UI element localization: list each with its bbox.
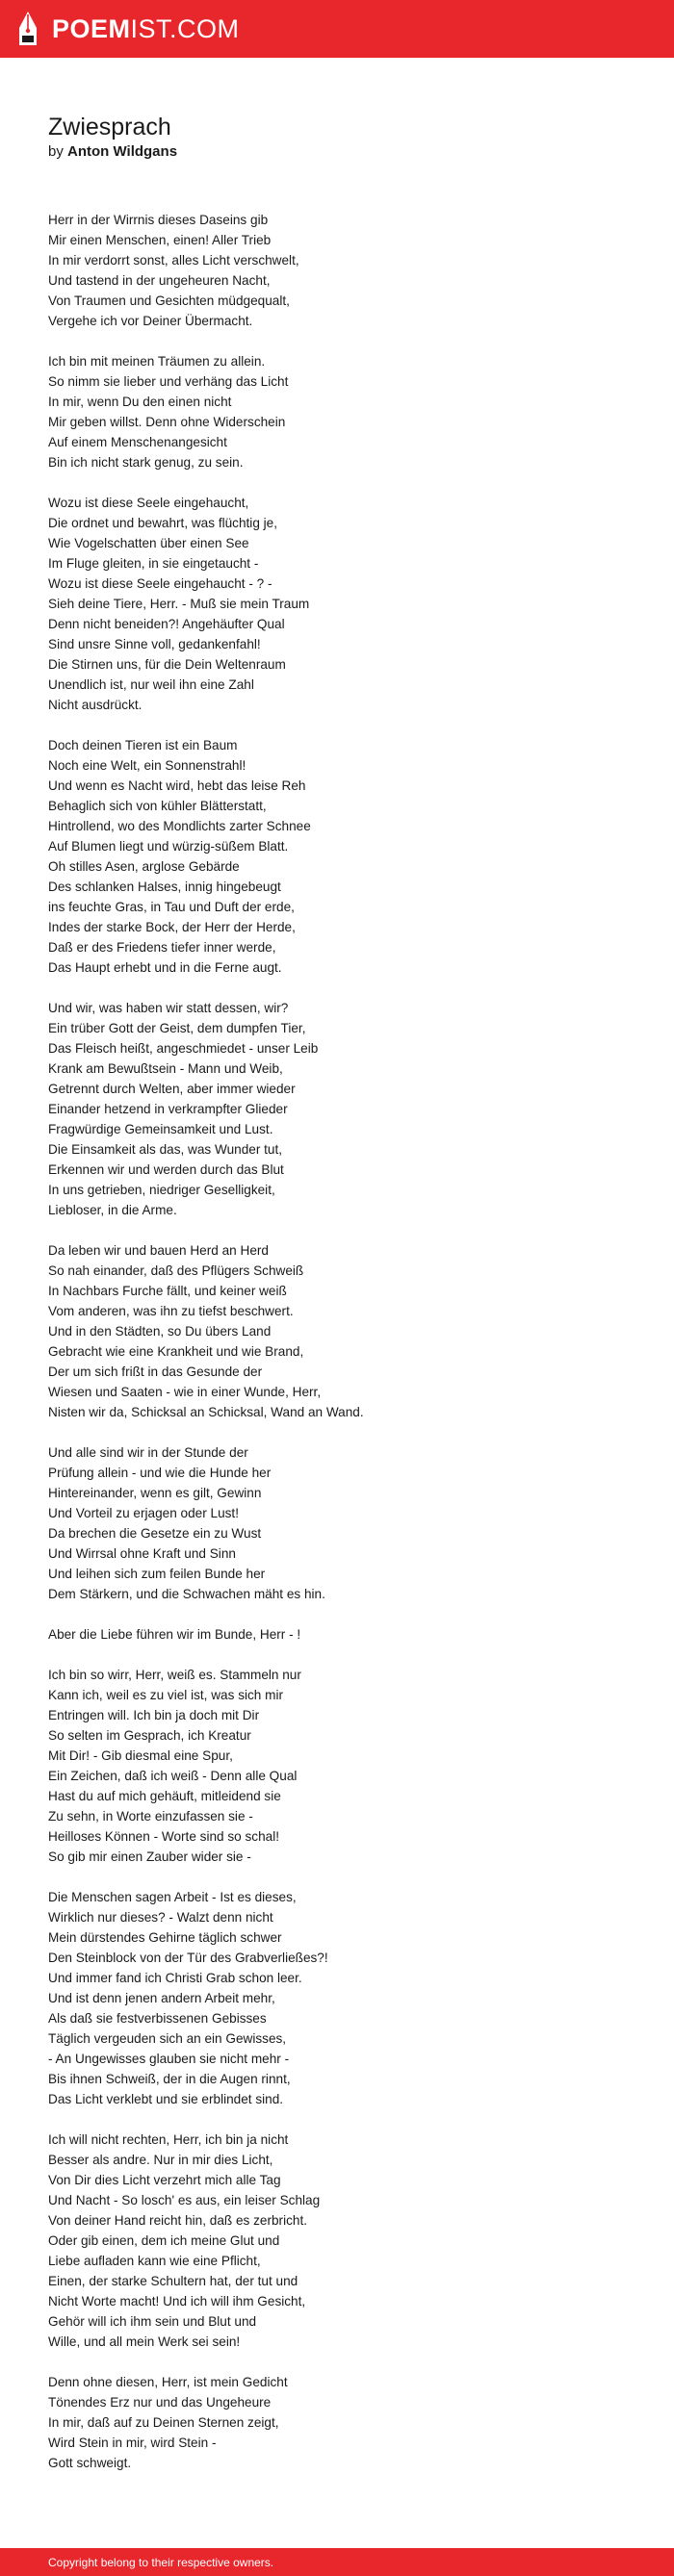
poem-line: So selten im Gesprach, ich Kreatur bbox=[48, 1728, 251, 1743]
poem-line: So nah einander, daß des Pflügers Schweiß bbox=[48, 1263, 304, 1278]
poem-line: Von deiner Hand reicht hin, daß es zerbricht. bbox=[48, 2213, 308, 2228]
poem-line: Hintrollend, wo des Mondlichts zarter Schnee bbox=[48, 819, 311, 833]
poem-body bbox=[48, 210, 626, 2473]
poem-line: Und immer fand ich Christi Grab schon leer. bbox=[48, 1971, 302, 1985]
poem-line: Oder gib einen, dem ich meine Glut und bbox=[48, 2233, 280, 2248]
poem-line: - An Ungewisses glauben sie nicht mehr - bbox=[48, 2052, 290, 2066]
poem-line: Von Dir dies Licht verzehrt mich alle Tag bbox=[48, 2173, 281, 2187]
poem-stanza bbox=[48, 998, 626, 1220]
poem-line: Und in den Städten, so Du übers Land bbox=[48, 1324, 272, 1339]
poem-line: In uns getrieben, niedriger Geselligkeit, bbox=[48, 1183, 275, 1197]
poem-line: Und wenn es Nacht wird, hebt das leise Reh bbox=[48, 778, 306, 793]
poem-line: Liebloser, in die Arme. bbox=[48, 1203, 177, 1217]
poem-byline bbox=[48, 143, 626, 160]
poem-stanza bbox=[48, 1442, 626, 1604]
poem-line: Und tastend in der ungeheuren Nacht, bbox=[48, 273, 271, 288]
poem-line: Und ist denn jenen andern Arbeit mehr, bbox=[48, 1991, 275, 2005]
poem-line: Wirklich nur dieses? - Walzt denn nicht bbox=[48, 1910, 273, 1925]
poem-line: Wozu ist diese Seele eingehaucht - ? - bbox=[48, 576, 272, 591]
poem-line: Nicht ausdrückt. bbox=[48, 698, 143, 712]
poem-line: Und alle sind wir in der Stunde der bbox=[48, 1445, 248, 1460]
poem-stanza bbox=[48, 493, 626, 715]
poem-line: Doch deinen Tieren ist ein Baum bbox=[48, 738, 238, 752]
poem-line: In mir, wenn Du den einen nicht bbox=[48, 395, 232, 409]
poem-line: Fragwürdige Gemeinsamkeit und Lust. bbox=[48, 1122, 273, 1136]
poem-line: Sieh deine Tiere, Herr. - Muß sie mein Traum bbox=[48, 597, 310, 611]
poem-line: Nicht Worte macht! Und ich will ihm Gesicht, bbox=[48, 2294, 306, 2308]
poem-stanza bbox=[48, 1240, 626, 1422]
poem-line: Aber die Liebe führen wir im Bunde, Herr - ! bbox=[48, 1627, 301, 1642]
poem-line: Und Wirrsal ohne Kraft und Sinn bbox=[48, 1546, 236, 1561]
poem-stanza bbox=[48, 1887, 626, 2109]
poem-line: Und wir, was haben wir statt dessen, wir? bbox=[48, 1001, 289, 1015]
poem-line: Ich will nicht rechten, Herr, ich bin ja nicht bbox=[48, 2132, 289, 2147]
by-label: by bbox=[48, 143, 64, 160]
poem-line: Oh stilles Asen, arglose Gebärde bbox=[48, 859, 240, 874]
poem-line: Des schlanken Halses, innig hingebeugt bbox=[48, 880, 281, 894]
poem-line: Wie Vogelschatten über einen See bbox=[48, 536, 249, 550]
poem-line: Liebe aufladen kann wie eine Pflicht, bbox=[48, 2254, 261, 2268]
poem-line: In mir, daß auf zu Deinen Sternen zeigt, bbox=[48, 2415, 279, 2430]
poem-line: Mein dürstendes Gehirne täglich schwer bbox=[48, 1930, 282, 1945]
poem-line: Die Menschen sagen Arbeit - Ist es dieses, bbox=[48, 1890, 297, 1904]
poem-line: So gib mir einen Zauber wider sie - bbox=[48, 1849, 251, 1864]
poem-stanza bbox=[48, 1665, 626, 1867]
poem-line: Gott schweigt. bbox=[48, 2456, 132, 2470]
poem-line: Bin ich nicht stark genug, zu sein. bbox=[48, 455, 244, 470]
poem-line: Mir einen Menschen, einen! Aller Trieb bbox=[48, 233, 272, 247]
poem-line: Herr in der Wirrnis dieses Daseins gib bbox=[48, 213, 269, 227]
poem-line: Dem Stärkern, und die Schwachen mäht es hin. bbox=[48, 1587, 325, 1601]
poem-container bbox=[0, 58, 674, 2473]
logo-bold-text: POEM bbox=[52, 13, 131, 43]
poem-stanza bbox=[48, 2130, 626, 2352]
poem-line: Wird Stein in mir, wird Stein - bbox=[48, 2436, 217, 2450]
author-name: Anton Wildgans bbox=[67, 143, 178, 160]
poem-line: Vom anderen, was ihn zu tiefst beschwert. bbox=[48, 1304, 294, 1318]
poem-stanza bbox=[48, 2372, 626, 2473]
poem-stanza bbox=[48, 1624, 626, 1645]
poem-line: Als daß sie festverbissenen Gebisses bbox=[48, 2011, 267, 2026]
poem-line: Entringen will. Ich bin ja doch mit Dir bbox=[48, 1708, 260, 1722]
poem-line: In Nachbars Furche fällt, und keiner weiß bbox=[48, 1284, 287, 1298]
site-footer bbox=[0, 2548, 674, 2576]
poem-line: Denn ohne diesen, Herr, ist mein Gedicht bbox=[48, 2375, 288, 2389]
poem-line: Das Fleisch heißt, angeschmiedet - unser Leib bbox=[48, 1041, 319, 1056]
poem-line: Mir geben willst. Denn ohne Widerschein bbox=[48, 415, 286, 429]
poem-line: Hast du auf mich gehäuft, mitleidend sie bbox=[48, 1789, 281, 1803]
poem-line: Getrennt durch Welten, aber immer wieder bbox=[48, 1082, 296, 1096]
poem-line: So nimm sie lieber und verhäng das Licht bbox=[48, 374, 289, 389]
poem-line: Hintereinander, wenn es gilt, Gewinn bbox=[48, 1486, 262, 1500]
poem-line: Daß er des Friedens tiefer inner werde, bbox=[48, 940, 276, 955]
poem-line: Vergehe ich vor Deiner Übermacht. bbox=[48, 314, 253, 328]
poem-line: Noch eine Welt, ein Sonnenstrahl! bbox=[48, 758, 246, 773]
poem-line: Erkennen wir und werden durch das Blut bbox=[48, 1162, 284, 1177]
pen-nib-icon[interactable] bbox=[17, 11, 39, 47]
poem-line: Im Fluge gleiten, in sie eingetaucht - bbox=[48, 556, 259, 571]
poem-line: Das Licht verklebt und sie erblindet sind. bbox=[48, 2092, 284, 2106]
poem-line: Nisten wir da, Schicksal an Schicksal, Wand an Wand. bbox=[48, 1405, 364, 1419]
poem-line: Auf Blumen liegt und würzig-süßem Blatt. bbox=[48, 839, 289, 854]
poem-line: Und Vorteil zu erjagen oder Lust! bbox=[48, 1506, 239, 1520]
poem-line: Einen, der starke Schultern hat, der tut und bbox=[48, 2274, 298, 2288]
poem-line: Und leihen sich zum feilen Bunde her bbox=[48, 1567, 266, 1581]
poem-line: Täglich vergeuden sich an ein Gewisses, bbox=[48, 2031, 287, 2046]
poem-line: Ein trüber Gott der Geist, dem dumpfen Tier, bbox=[48, 1021, 306, 1035]
poem-line: Da brechen die Gesetze ein zu Wust bbox=[48, 1526, 262, 1541]
poem-line: Kann ich, weil es zu viel ist, was sich mir bbox=[48, 1688, 284, 1702]
poem-line: Zu sehn, in Worte einzufassen sie - bbox=[48, 1809, 253, 1824]
poem-line: Ein Zeichen, daß ich weiß - Denn alle Qual bbox=[48, 1769, 298, 1783]
poem-line: Krank am Bewußtsein - Mann und Weib, bbox=[48, 1061, 283, 1076]
poem-line: Wiesen und Saaten - wie in einer Wunde, Herr, bbox=[48, 1385, 322, 1399]
logo-light-text: IST.COM bbox=[130, 13, 240, 43]
poem-line: Ich bin mit meinen Träumen zu allein. bbox=[48, 354, 266, 369]
poem-line: Der um sich frißt in das Gesunde der bbox=[48, 1365, 263, 1379]
poem-line: Den Steinblock von der Tür des Grabverließes?! bbox=[48, 1951, 328, 1965]
poem-line: Denn nicht beneiden?! Angehäufter Qual bbox=[48, 617, 285, 631]
poem-title: Zwiesprach bbox=[48, 114, 171, 140]
poem-line: Prüfung allein - und wie die Hunde her bbox=[48, 1466, 272, 1480]
poem-line: Tönendes Erz nur und das Ungeheure bbox=[48, 2395, 272, 2410]
poem-line: Unendlich ist, nur weil ihn eine Zahl bbox=[48, 677, 254, 692]
poem-line: Besser als andre. Nur in mir dies Licht, bbox=[48, 2153, 273, 2167]
poem-stanza bbox=[48, 351, 626, 472]
poem-line: ins feuchte Gras, in Tau und Duft der erde, bbox=[48, 900, 295, 914]
poem-line: Gebracht wie eine Krankheit und wie Brand, bbox=[48, 1344, 304, 1359]
poem-line: Mit Dir! - Gib diesmal eine Spur, bbox=[48, 1748, 233, 1763]
poem-line: Auf einem Menschenangesicht bbox=[48, 435, 227, 449]
site-header bbox=[0, 0, 674, 58]
poem-line: Die Einsamkeit als das, was Wunder tut, bbox=[48, 1142, 283, 1157]
poem-line: Wille, und all mein Werk sei sein! bbox=[48, 2334, 241, 2349]
poem-line: Heilloses Können - Worte sind so schal! bbox=[48, 1829, 280, 1844]
poem-line: Wozu ist diese Seele eingehaucht, bbox=[48, 496, 249, 510]
poem-line: Bis ihnen Schweiß, der in die Augen rinnt, bbox=[48, 2072, 291, 2086]
poem-line: Einander hetzend in verkrampfter Glieder bbox=[48, 1102, 288, 1116]
site-logo[interactable] bbox=[52, 14, 240, 44]
poem-line: Die Stirnen uns, für die Dein Weltenraum bbox=[48, 657, 286, 672]
poem-line: Und Nacht - So losch' es aus, ein leiser Schlag bbox=[48, 2193, 321, 2207]
poem-line: Indes der starke Bock, der Herr der Herde, bbox=[48, 920, 296, 934]
poem-line: Behaglich sich von kühler Blätterstatt, bbox=[48, 799, 267, 813]
copyright-text: Copyright belong to their respective owners. bbox=[48, 2555, 274, 2569]
poem-line: Die ordnet und bewahrt, was flüchtig je, bbox=[48, 516, 278, 530]
poem-line: Gehör will ich ihm sein und Blut und bbox=[48, 2314, 257, 2329]
poem-stanza bbox=[48, 210, 626, 331]
poem-line: Ich bin so wirr, Herr, weiß es. Stammeln nur bbox=[48, 1668, 301, 1682]
poem-stanza bbox=[48, 735, 626, 978]
poem-line: In mir verdorrt sonst, alles Licht verschwelt, bbox=[48, 253, 299, 268]
poem-line: Das Haupt erhebt und in die Ferne augt. bbox=[48, 960, 282, 975]
poem-line: Von Traumen und Gesichten müdgequalt, bbox=[48, 293, 290, 308]
poem-line: Sind unsre Sinne voll, gedankenfahl! bbox=[48, 637, 261, 651]
poem-line: Da leben wir und bauen Herd an Herd bbox=[48, 1243, 269, 1258]
